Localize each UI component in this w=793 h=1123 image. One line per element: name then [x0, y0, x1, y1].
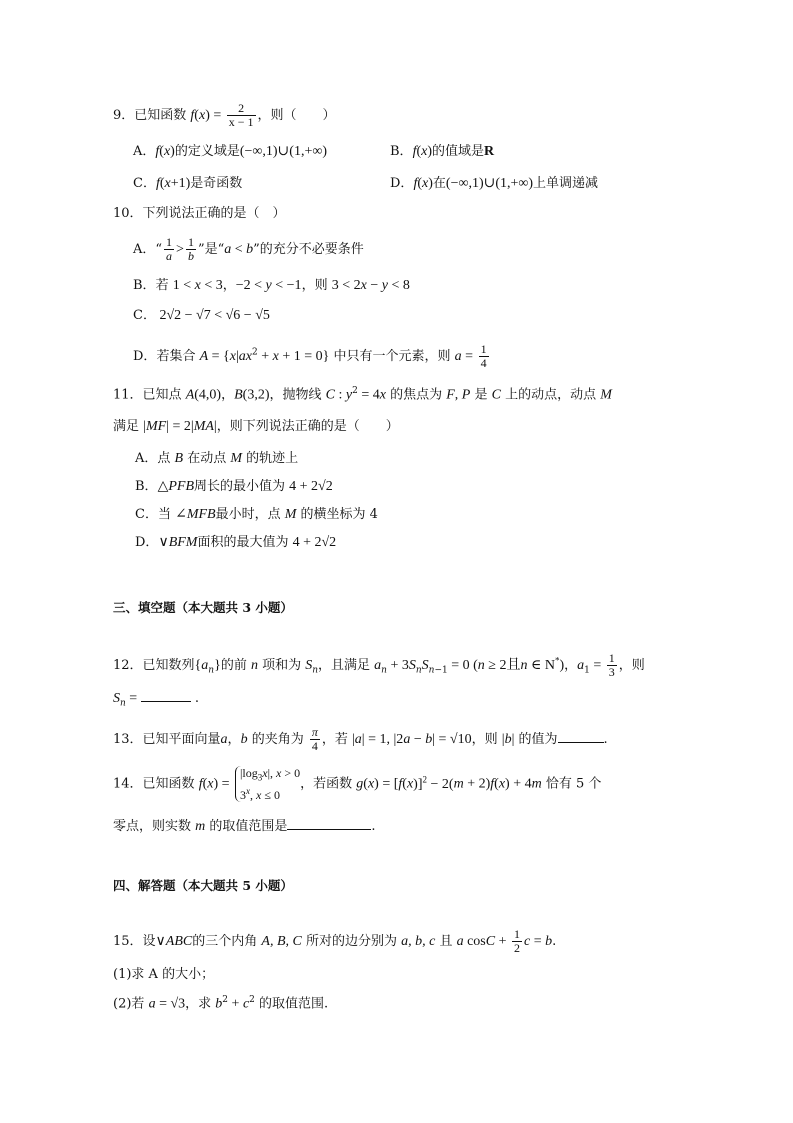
- q11-stem-line2: 满足 |MF| = 2|MA|，则下列说法正确的是（ ）: [113, 419, 399, 434]
- q9-option-c: C．f(x+1)是奇函数: [133, 176, 243, 191]
- q12-stem-line1: 12．已知数列$\{a_n\}$的前 n 项和为 $S_n$，且满足 $a_n + 3S_nS_{n-1} = 0$ (n ≥ 2且n ∈ N*)，$a_1$ = $\frac{1}{3}$ ，则: [113, 651, 645, 679]
- q9-option-b: B．f(x)的值域是R: [390, 144, 495, 159]
- q14-piecewise: $|\log_3x|$, x > 0 3$^x$, x ≤ 0: [235, 766, 300, 802]
- q9-option-d: D．f(x)在(−∞,1)∪(1,+∞)上单调递减: [390, 176, 599, 191]
- q14-stem-line1: 14．已知函数 f(x) = $|\log_3x|$, x > 0 3$^x$, x ≤ 0 ，若函数 $g(x) = [f(x)]^2 - 2(m + 2)f(x) + 4m$ 恰有 5 个: [113, 766, 602, 803]
- q12-stem-line2: $S_n$ = .: [113, 691, 199, 709]
- q9-option-a: A．f(x)的定义域是(−∞,1)∪(1,+∞): [133, 144, 327, 159]
- q15-stem: 15．设∨ABC的三个内角 A, B, C 所对的边分别为 a, b, c 且 a cosC + $\frac{1}{2}$ c = b.: [113, 927, 557, 955]
- q10-option-c: C． 2√2 − √7 < √6 − √5: [133, 308, 270, 323]
- q9-stem: 9．已知函数 f(x) = $\frac{2}{x - 1}$ ，则（ ）: [113, 101, 336, 129]
- q15-part2: (2)若 a = √3，求 $b^2 + c^2$ 的取值范围.: [113, 995, 329, 1012]
- q15-part1: (1)求 A 的大小；: [113, 967, 215, 982]
- q10-option-b: B．若 1 < x < 3，−2 < y < −1，则 3 < 2x − y < 8: [133, 278, 410, 293]
- section-solution-heading: 四、解答题（本大题共 5 小题）: [113, 878, 293, 893]
- section-fill-in-heading: 三、填空题（本大题共 3 小题）: [113, 600, 293, 615]
- q11-option-a: A．点 B 在动点 M 的轨迹上: [135, 451, 299, 466]
- q10-option-a: A．“ $\frac{1}{a}$ > $\frac{1}{b}$ ”是“a < b”的充分不必要条件: [133, 235, 364, 263]
- q9-func: f: [190, 108, 195, 123]
- q14-answer-blank[interactable]: [287, 817, 371, 830]
- q13-answer-blank[interactable]: [558, 730, 604, 743]
- q14-stem-line2: 零点，则实数 m 的取值范围是 .: [113, 819, 376, 834]
- q11-option-b: B．△PFB周长的最小值为 4 + 2√2: [135, 479, 333, 494]
- q11-option-c: C．当 ∠MFB最小时，点 M 的横坐标为 4: [135, 507, 378, 522]
- q13-stem: 13．已知平面向量a，b 的夹角为 $\frac{\pi}{4}$ ，若 |a| = 1, |2a − b| = √10，则 |b| 的值为 .: [113, 725, 608, 753]
- q11-stem-line1: 11．已知点 A(4,0)，B(3,2)，抛物线 C : $y^2 = 4x$ 的焦点为 F, P 是 C 上的动点，动点 M: [113, 386, 612, 403]
- q12-answer-blank[interactable]: [141, 689, 191, 702]
- q10-stem: 10．下列说法正确的是（ ）: [113, 206, 286, 221]
- q11-option-d: D．∨BFM面积的最大值为 4 + 2√2: [135, 535, 337, 550]
- q9-fraction: $\frac{2}{x - 1}$: [228, 101, 254, 129]
- q10-option-d: D．若集合 $A = \{x|ax^2 + x + 1 = 0\}$ 中只有一个元素，则 a = $\frac{1}{4}$: [133, 342, 487, 370]
